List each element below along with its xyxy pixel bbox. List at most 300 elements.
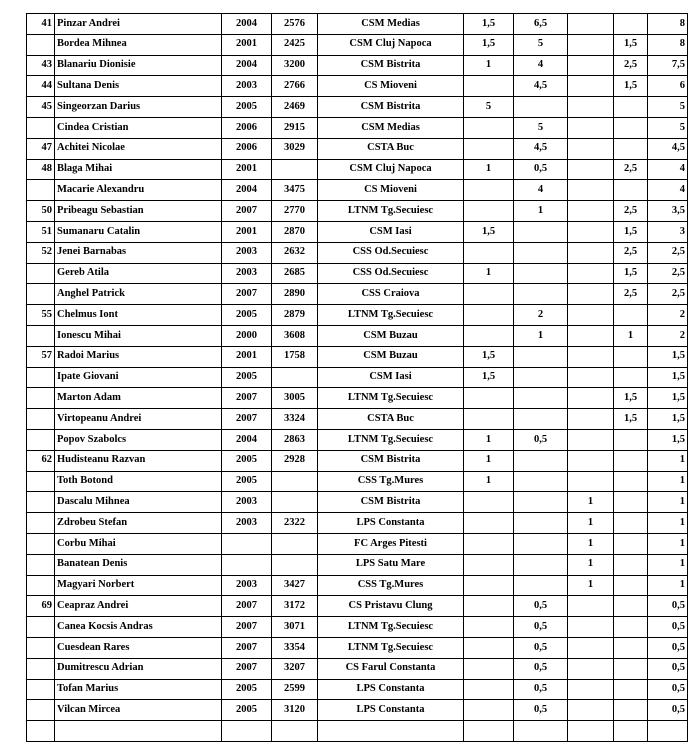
points-col-4-cell: 2,5: [614, 242, 648, 263]
club-cell: LTNM Tg.Secuiesc: [318, 429, 464, 450]
table-row: [27, 14, 688, 35]
points-col-1-cell: 1,5: [464, 346, 514, 367]
table-row: [27, 554, 688, 575]
license-number-cell: 2863: [272, 429, 318, 450]
club-cell: CSM Iasi: [318, 221, 464, 242]
athlete-name-cell: Sultana Denis: [55, 76, 222, 97]
table-row: [27, 325, 688, 346]
athlete-name-cell: Corbu Mihai: [55, 533, 222, 554]
points-col-3-cell: [568, 221, 614, 242]
points-col-1-cell: 1,5: [464, 34, 514, 55]
birth-year-cell: 2007: [222, 637, 272, 658]
points-col-3-cell: [568, 76, 614, 97]
total-points-cell: 3,5: [648, 201, 688, 222]
rank-cell: [27, 409, 55, 430]
license-number-cell: [272, 533, 318, 554]
points-col-4-cell: [614, 554, 648, 575]
total-points-cell: 7,5: [648, 55, 688, 76]
points-col-1-cell: 1,5: [464, 221, 514, 242]
table-row: [27, 492, 688, 513]
athlete-name-cell: Ipate Giovani: [55, 367, 222, 388]
license-number-cell: 2928: [272, 450, 318, 471]
athlete-name-cell: Canea Kocsis Andras: [55, 617, 222, 638]
club-cell: LTNM Tg.Secuiesc: [318, 388, 464, 409]
birth-year-cell: 2005: [222, 305, 272, 326]
points-col-3-cell: [568, 305, 614, 326]
birth-year-cell: 2004: [222, 429, 272, 450]
points-col-1-cell: 1,5: [464, 14, 514, 35]
license-number-cell: [272, 554, 318, 575]
points-col-2-cell: [514, 263, 568, 284]
club-cell: CS Pristavu Clung: [318, 596, 464, 617]
points-col-3-cell: [568, 658, 614, 679]
license-number-cell: 2770: [272, 201, 318, 222]
points-col-3-cell: [568, 388, 614, 409]
total-points-cell: 1,5: [648, 388, 688, 409]
club-cell: LTNM Tg.Secuiesc: [318, 637, 464, 658]
rank-cell: [27, 325, 55, 346]
birth-year-cell: 2005: [222, 700, 272, 721]
points-col-2-cell: 0,5: [514, 617, 568, 638]
athlete-name-cell: Achitei Nicolae: [55, 138, 222, 159]
birth-year-cell: 2007: [222, 284, 272, 305]
points-col-1-cell: [464, 284, 514, 305]
license-number-cell: 3071: [272, 617, 318, 638]
license-number-cell: 2425: [272, 34, 318, 55]
rank-cell: 62: [27, 450, 55, 471]
points-col-1-cell: [464, 201, 514, 222]
points-col-4-cell: 1,5: [614, 409, 648, 430]
club-cell: LPS Constanta: [318, 700, 464, 721]
table-row: [27, 388, 688, 409]
license-number-cell: 2576: [272, 14, 318, 35]
rank-cell: 43: [27, 55, 55, 76]
table-row: [27, 76, 688, 97]
points-col-1-cell: 5: [464, 97, 514, 118]
points-col-2-cell: 0,5: [514, 429, 568, 450]
rank-cell: [27, 34, 55, 55]
birth-year-cell: 2006: [222, 117, 272, 138]
club-cell: LTNM Tg.Secuiesc: [318, 201, 464, 222]
total-points-cell: 0,5: [648, 679, 688, 700]
license-number-cell: 2632: [272, 242, 318, 263]
athlete-name-cell: [55, 721, 222, 742]
license-number-cell: 3324: [272, 409, 318, 430]
points-col-4-cell: 1,5: [614, 34, 648, 55]
rank-cell: [27, 617, 55, 638]
club-cell: CSM Iasi: [318, 367, 464, 388]
points-col-3-cell: [568, 429, 614, 450]
points-col-1-cell: 1: [464, 55, 514, 76]
points-col-4-cell: [614, 533, 648, 554]
total-points-cell: 0,5: [648, 596, 688, 617]
ranking-table-container: [26, 13, 688, 742]
rank-cell: [27, 721, 55, 742]
table-row: [27, 117, 688, 138]
birth-year-cell: 2003: [222, 575, 272, 596]
points-col-2-cell: 0,5: [514, 679, 568, 700]
club-cell: CS Mioveni: [318, 180, 464, 201]
rank-cell: [27, 492, 55, 513]
total-points-cell: 0,5: [648, 617, 688, 638]
birth-year-cell: 2005: [222, 471, 272, 492]
athlete-name-cell: Blanariu Dionisie: [55, 55, 222, 76]
table-row: [27, 180, 688, 201]
athlete-name-cell: Macarie Alexandru: [55, 180, 222, 201]
rank-cell: [27, 658, 55, 679]
total-points-cell: 1,5: [648, 429, 688, 450]
rank-cell: 48: [27, 159, 55, 180]
birth-year-cell: 2007: [222, 201, 272, 222]
points-col-3-cell: 1: [568, 513, 614, 534]
total-points-cell: 1: [648, 492, 688, 513]
license-number-cell: 3029: [272, 138, 318, 159]
club-cell: CSM Cluj Napoca: [318, 34, 464, 55]
points-col-4-cell: [614, 637, 648, 658]
table-row: [27, 346, 688, 367]
athlete-name-cell: Zdrobeu Stefan: [55, 513, 222, 534]
athlete-name-cell: Toth Botond: [55, 471, 222, 492]
points-col-4-cell: [614, 721, 648, 742]
athlete-name-cell: Hudisteanu Razvan: [55, 450, 222, 471]
birth-year-cell: 2007: [222, 388, 272, 409]
club-cell: CSS Od.Secuiesc: [318, 242, 464, 263]
club-cell: CSM Buzau: [318, 325, 464, 346]
points-col-1-cell: [464, 679, 514, 700]
birth-year-cell: 2005: [222, 679, 272, 700]
points-col-4-cell: 1,5: [614, 388, 648, 409]
rank-cell: [27, 575, 55, 596]
points-col-1-cell: [464, 533, 514, 554]
points-col-3-cell: [568, 242, 614, 263]
points-col-2-cell: 0,5: [514, 596, 568, 617]
birth-year-cell: 2006: [222, 138, 272, 159]
points-col-3-cell: [568, 617, 614, 638]
athlete-name-cell: Pribeagu Sebastian: [55, 201, 222, 222]
license-number-cell: [272, 367, 318, 388]
athlete-name-cell: Marton Adam: [55, 388, 222, 409]
birth-year-cell: 2005: [222, 97, 272, 118]
athlete-name-cell: Chelmus Iont: [55, 305, 222, 326]
total-points-cell: 5: [648, 117, 688, 138]
points-col-3-cell: [568, 159, 614, 180]
birth-year-cell: 2001: [222, 221, 272, 242]
license-number-cell: 3427: [272, 575, 318, 596]
table-row: [27, 34, 688, 55]
club-cell: LTNM Tg.Secuiesc: [318, 617, 464, 638]
points-col-4-cell: 2,5: [614, 159, 648, 180]
points-col-4-cell: [614, 492, 648, 513]
total-points-cell: 1: [648, 533, 688, 554]
points-col-1-cell: 1: [464, 263, 514, 284]
points-col-1-cell: [464, 305, 514, 326]
rank-cell: [27, 679, 55, 700]
rank-cell: [27, 554, 55, 575]
total-points-cell: 1,5: [648, 346, 688, 367]
total-points-cell: 5: [648, 97, 688, 118]
license-number-cell: 2322: [272, 513, 318, 534]
points-col-1-cell: [464, 513, 514, 534]
athlete-name-cell: Anghel Patrick: [55, 284, 222, 305]
rank-cell: 51: [27, 221, 55, 242]
table-row: [27, 575, 688, 596]
total-points-cell: 6: [648, 76, 688, 97]
athlete-name-cell: Jenei Barnabas: [55, 242, 222, 263]
rank-cell: [27, 533, 55, 554]
points-col-4-cell: [614, 700, 648, 721]
rank-cell: [27, 429, 55, 450]
athlete-name-cell: Singeorzan Darius: [55, 97, 222, 118]
points-col-2-cell: 6,5: [514, 14, 568, 35]
points-col-2-cell: [514, 367, 568, 388]
points-col-4-cell: 1: [614, 325, 648, 346]
birth-year-cell: 2007: [222, 617, 272, 638]
total-points-cell: 0,5: [648, 637, 688, 658]
points-col-3-cell: [568, 138, 614, 159]
athlete-name-cell: Magyari Norbert: [55, 575, 222, 596]
table-row: [27, 138, 688, 159]
points-col-2-cell: 1: [514, 325, 568, 346]
points-col-3-cell: [568, 117, 614, 138]
total-points-cell: 1,5: [648, 367, 688, 388]
total-points-cell: 3: [648, 221, 688, 242]
rank-cell: 47: [27, 138, 55, 159]
points-col-4-cell: [614, 575, 648, 596]
athlete-name-cell: Pinzar Andrei: [55, 14, 222, 35]
points-col-3-cell: [568, 325, 614, 346]
total-points-cell: 8: [648, 34, 688, 55]
points-col-2-cell: [514, 471, 568, 492]
athlete-name-cell: Radoi Marius: [55, 346, 222, 367]
table-row: [27, 596, 688, 617]
points-col-3-cell: 1: [568, 533, 614, 554]
points-col-3-cell: [568, 450, 614, 471]
club-cell: CSTA Buc: [318, 409, 464, 430]
birth-year-cell: 2003: [222, 513, 272, 534]
athlete-name-cell: Sumanaru Catalin: [55, 221, 222, 242]
points-col-3-cell: 1: [568, 575, 614, 596]
table-row: [27, 409, 688, 430]
points-col-1-cell: [464, 700, 514, 721]
license-number-cell: 2915: [272, 117, 318, 138]
points-col-1-cell: [464, 658, 514, 679]
points-col-4-cell: 2,5: [614, 55, 648, 76]
points-col-2-cell: [514, 450, 568, 471]
points-col-4-cell: [614, 513, 648, 534]
athlete-name-cell: Banatean Denis: [55, 554, 222, 575]
points-col-3-cell: [568, 679, 614, 700]
birth-year-cell: [222, 533, 272, 554]
total-points-cell: 8: [648, 14, 688, 35]
points-col-3-cell: [568, 201, 614, 222]
points-col-3-cell: [568, 284, 614, 305]
total-points-cell: 1: [648, 513, 688, 534]
birth-year-cell: [222, 554, 272, 575]
table-row: [27, 617, 688, 638]
club-cell: CSM Bistrita: [318, 492, 464, 513]
rank-cell: [27, 367, 55, 388]
rank-cell: 45: [27, 97, 55, 118]
rank-cell: 44: [27, 76, 55, 97]
table-row: [27, 201, 688, 222]
club-cell: CSM Bistrita: [318, 450, 464, 471]
table-row: [27, 658, 688, 679]
license-number-cell: 2469: [272, 97, 318, 118]
points-col-3-cell: [568, 637, 614, 658]
points-col-4-cell: [614, 596, 648, 617]
total-points-cell: 4: [648, 159, 688, 180]
points-col-4-cell: [614, 450, 648, 471]
points-col-1-cell: [464, 76, 514, 97]
points-col-2-cell: [514, 388, 568, 409]
license-number-cell: 3354: [272, 637, 318, 658]
points-col-4-cell: 1,5: [614, 221, 648, 242]
athlete-name-cell: Bordea Mihnea: [55, 34, 222, 55]
club-cell: LPS Satu Mare: [318, 554, 464, 575]
total-points-cell: 2,5: [648, 242, 688, 263]
points-col-1-cell: 1: [464, 450, 514, 471]
table-row: [27, 367, 688, 388]
points-col-3-cell: [568, 721, 614, 742]
club-cell: CSS Tg.Mures: [318, 471, 464, 492]
points-col-4-cell: [614, 429, 648, 450]
rank-cell: 50: [27, 201, 55, 222]
points-col-2-cell: [514, 554, 568, 575]
athlete-name-cell: Tofan Marius: [55, 679, 222, 700]
points-col-1-cell: [464, 596, 514, 617]
points-col-1-cell: [464, 138, 514, 159]
points-col-4-cell: 1,5: [614, 76, 648, 97]
birth-year-cell: 2003: [222, 242, 272, 263]
birth-year-cell: 2007: [222, 409, 272, 430]
table-row: [27, 700, 688, 721]
points-col-3-cell: [568, 409, 614, 430]
license-number-cell: 3005: [272, 388, 318, 409]
points-col-2-cell: [514, 533, 568, 554]
points-col-3-cell: [568, 471, 614, 492]
points-col-3-cell: [568, 14, 614, 35]
birth-year-cell: 2003: [222, 76, 272, 97]
table-row: [27, 533, 688, 554]
points-col-4-cell: [614, 305, 648, 326]
points-col-2-cell: 4,5: [514, 138, 568, 159]
total-points-cell: [648, 721, 688, 742]
license-number-cell: [272, 159, 318, 180]
points-col-4-cell: [614, 617, 648, 638]
club-cell: CSM Bistrita: [318, 55, 464, 76]
club-cell: CS Farul Constanta: [318, 658, 464, 679]
points-col-3-cell: 1: [568, 492, 614, 513]
total-points-cell: 2,5: [648, 263, 688, 284]
points-col-4-cell: 1,5: [614, 263, 648, 284]
club-cell: FC Arges Pitesti: [318, 533, 464, 554]
license-number-cell: [272, 492, 318, 513]
points-col-1-cell: 1: [464, 159, 514, 180]
club-cell: CSS Od.Secuiesc: [318, 263, 464, 284]
points-col-2-cell: 4: [514, 55, 568, 76]
table-row: [27, 305, 688, 326]
rank-cell: [27, 513, 55, 534]
points-col-2-cell: [514, 513, 568, 534]
birth-year-cell: 2004: [222, 55, 272, 76]
license-number-cell: 2685: [272, 263, 318, 284]
points-col-3-cell: [568, 700, 614, 721]
points-col-3-cell: 1: [568, 554, 614, 575]
points-col-4-cell: [614, 138, 648, 159]
club-cell: CSM Cluj Napoca: [318, 159, 464, 180]
points-col-3-cell: [568, 263, 614, 284]
points-col-3-cell: [568, 34, 614, 55]
rank-cell: 69: [27, 596, 55, 617]
points-col-3-cell: [568, 596, 614, 617]
points-col-4-cell: 2,5: [614, 201, 648, 222]
athlete-name-cell: Popov Szabolcs: [55, 429, 222, 450]
athlete-name-cell: Cuesdean Rares: [55, 637, 222, 658]
points-col-2-cell: [514, 492, 568, 513]
points-col-1-cell: [464, 409, 514, 430]
points-col-2-cell: 1: [514, 201, 568, 222]
rank-cell: [27, 180, 55, 201]
license-number-cell: 3475: [272, 180, 318, 201]
club-cell: LTNM Tg.Secuiesc: [318, 305, 464, 326]
points-col-1-cell: [464, 492, 514, 513]
rank-cell: [27, 117, 55, 138]
points-col-3-cell: [568, 180, 614, 201]
club-cell: LPS Constanta: [318, 513, 464, 534]
points-col-1-cell: [464, 325, 514, 346]
points-col-1-cell: 1: [464, 471, 514, 492]
athlete-name-cell: Gereb Atila: [55, 263, 222, 284]
points-col-2-cell: 4: [514, 180, 568, 201]
birth-year-cell: [222, 721, 272, 742]
club-cell: CS Mioveni: [318, 76, 464, 97]
club-cell: CSTA Buc: [318, 138, 464, 159]
license-number-cell: 3120: [272, 700, 318, 721]
points-col-4-cell: [614, 14, 648, 35]
license-number-cell: [272, 721, 318, 742]
license-number-cell: 2890: [272, 284, 318, 305]
license-number-cell: 2879: [272, 305, 318, 326]
points-col-2-cell: 0,5: [514, 658, 568, 679]
table-row: [27, 159, 688, 180]
athlete-name-cell: Ceapraz Andrei: [55, 596, 222, 617]
points-col-2-cell: [514, 346, 568, 367]
club-cell: CSS Craiova: [318, 284, 464, 305]
points-col-4-cell: [614, 471, 648, 492]
points-col-2-cell: 4,5: [514, 76, 568, 97]
club-cell: CSS Tg.Mures: [318, 575, 464, 596]
athlete-name-cell: Cindea Cristian: [55, 117, 222, 138]
birth-year-cell: 2000: [222, 325, 272, 346]
ranking-rows: [27, 14, 688, 742]
license-number-cell: 2870: [272, 221, 318, 242]
license-number-cell: 3608: [272, 325, 318, 346]
points-col-4-cell: 2,5: [614, 284, 648, 305]
table-row: [27, 679, 688, 700]
table-row: [27, 263, 688, 284]
athlete-name-cell: Vilcan Mircea: [55, 700, 222, 721]
athlete-name-cell: Ionescu Mihai: [55, 325, 222, 346]
points-col-2-cell: [514, 575, 568, 596]
license-number-cell: 3200: [272, 55, 318, 76]
points-col-2-cell: 5: [514, 117, 568, 138]
table-row: [27, 721, 688, 742]
license-number-cell: 2599: [272, 679, 318, 700]
rank-cell: [27, 388, 55, 409]
table-row: [27, 221, 688, 242]
birth-year-cell: 2005: [222, 367, 272, 388]
points-col-2-cell: [514, 242, 568, 263]
